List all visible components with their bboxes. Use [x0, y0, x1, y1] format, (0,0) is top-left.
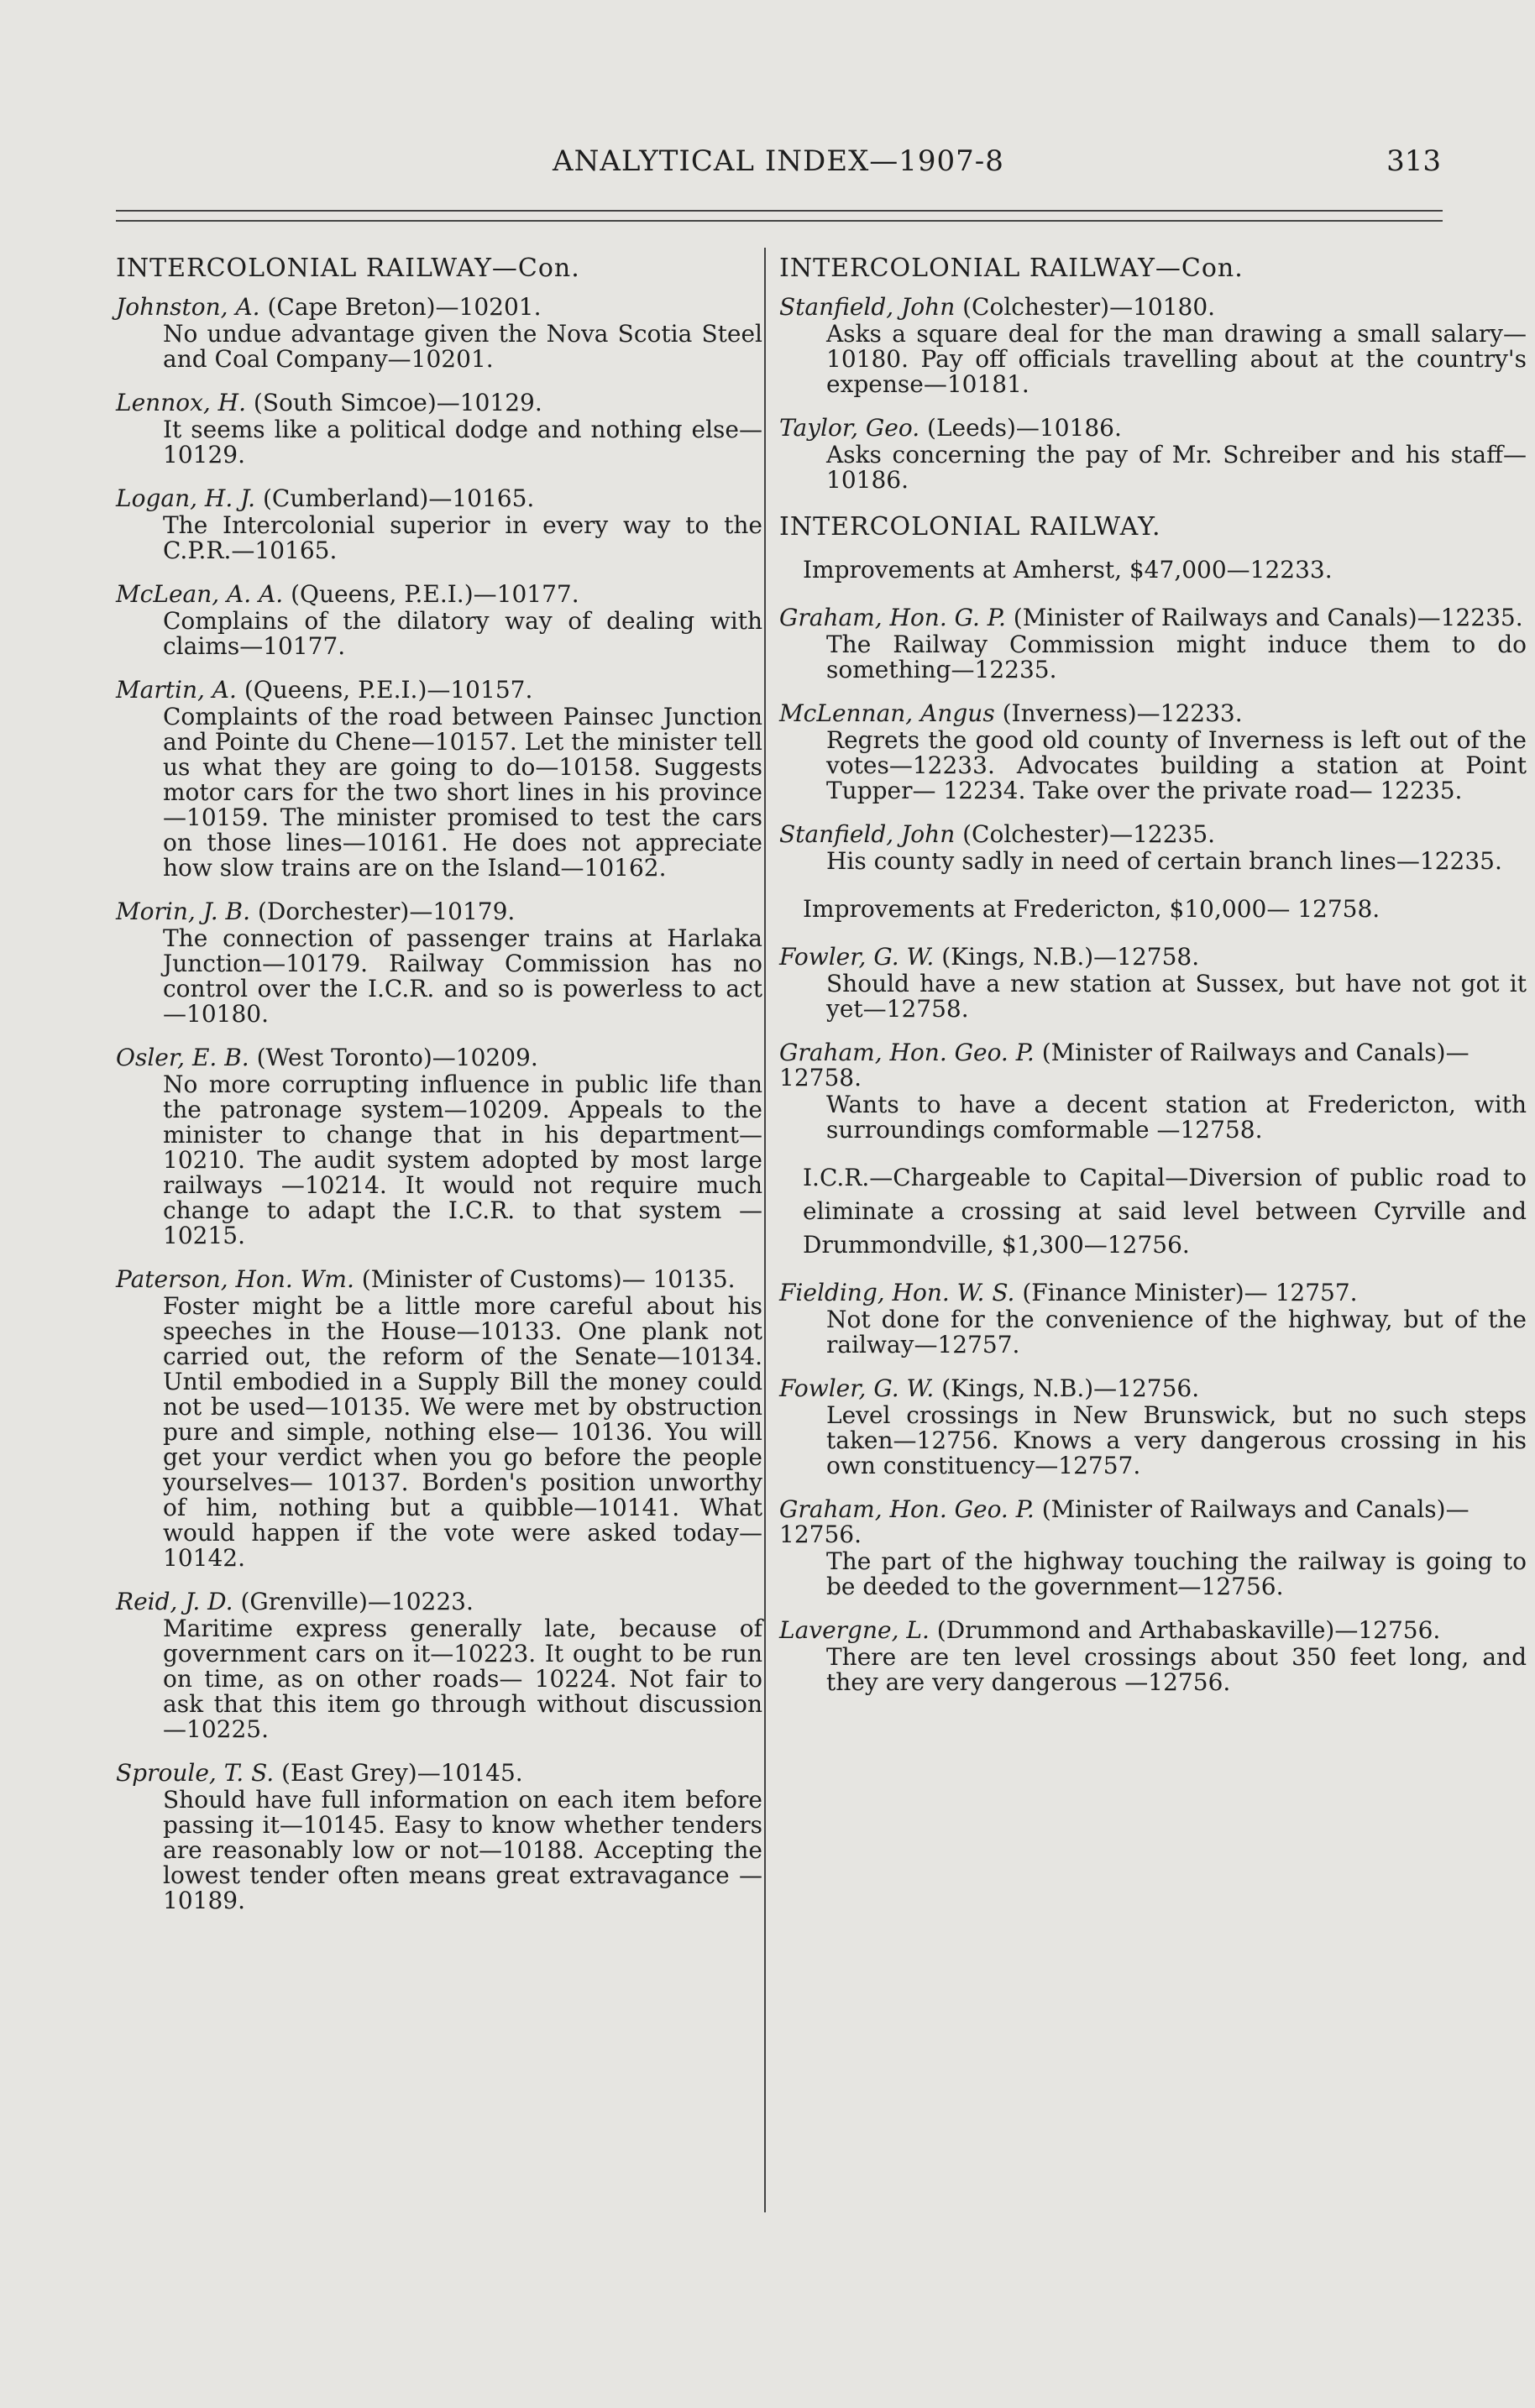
speaker-reference: (East Grey)—10145.	[274, 1759, 523, 1787]
speaker-name: Johnston, A.	[116, 293, 260, 321]
speaker-name: McLean, A. A.	[116, 580, 284, 608]
speaker-reference: (Minister of Railways and Canals)—12235.	[1005, 604, 1523, 631]
speaker-name: Taylor, Geo.	[779, 414, 920, 442]
entry-speaker	[779, 1497, 1527, 1547]
index-entry	[116, 390, 762, 468]
speaker-name: Sproule, T. S.	[116, 1759, 275, 1787]
speaker-name: Lennox, H.	[116, 389, 246, 416]
entry-speaker	[779, 945, 1527, 970]
page-title: ANALYTICAL INDEX—1907-8	[553, 144, 1004, 178]
speaker-name: Graham, Hon. G. P.	[779, 604, 1006, 631]
entry-summary: Complaints of the road between Painsec Junction and Pointe du Chene—10157. Let the minister tell us what they are going to do—10158. Suggests motor cars for the two short lines in his province —10159. The minister promised to test the cars on those lines—10161. He does not appreciate how slow trains are on the Island—10162.	[163, 703, 762, 882]
speaker-reference: (Leeds)—10186.	[919, 414, 1122, 442]
entry-summary: The Railway Commission might induce them to do something—12235.	[826, 631, 1527, 683]
index-entry	[779, 1280, 1527, 1358]
entry-speaker	[116, 899, 762, 924]
header-double-rule	[116, 210, 1443, 222]
speaker-reference: (Kings, N.B.)—12758.	[934, 943, 1200, 971]
vote-item-fredericton: Improvements at Fredericton, $10,000— 12758.	[803, 895, 1380, 923]
entry-speaker	[116, 582, 762, 607]
speaker-name: Stanfield, John	[779, 293, 956, 321]
entry-summary: There are ten level crossings about 350 feet long, and they are very dangerous —12756.	[826, 1643, 1527, 1696]
entry-speaker	[779, 1040, 1527, 1091]
entry-speaker	[779, 1618, 1527, 1643]
speaker-name: Fielding, Hon. W. S.	[779, 1279, 1015, 1306]
speaker-name: Fowler, G. W.	[779, 1374, 935, 1402]
entry-summary: It seems like a political dodge and nothing else—10129.	[163, 416, 762, 469]
entry-speaker	[116, 390, 762, 416]
speaker-reference: (West Toronto)—10209.	[249, 1044, 538, 1071]
index-entry	[779, 1376, 1527, 1479]
entry-summary: Should have full information on each item before passing it—10145. Easy to know whether tenders are reasonably low or not—10188. Accepting the lowest tender often means great extravagance —10189.	[163, 1786, 762, 1914]
index-entry	[116, 899, 762, 1027]
speaker-reference: (Minister of Customs)— 10135.	[354, 1265, 736, 1293]
speaker-reference: (Inverness)—12233.	[994, 699, 1243, 727]
speaker-name: McLennan, Angus	[779, 699, 995, 727]
entry-summary: The part of the highway touching the railway is going to be deeded to the government—12756.	[826, 1547, 1527, 1600]
section-heading-continued: INTERCOLONIAL RAILWAY—Con.	[779, 254, 1244, 283]
speaker-reference: (Queens, P.E.I.)—10177.	[283, 580, 579, 608]
entry-summary: Asks a square deal for the man drawing a small salary—10180. Pay off officials travelling about at the country's expense—10181.	[826, 320, 1527, 398]
entry-speaker	[116, 295, 762, 320]
speaker-reference: (Kings, N.B.)—12756.	[934, 1374, 1200, 1402]
speaker-name: Fowler, G. W.	[779, 943, 935, 971]
entry-summary: Regrets the good old county of Inverness is left out of the votes—12233. Advocates building a station at Point Tupper— 12234. Take over the private road— 12235.	[826, 726, 1527, 804]
entry-speaker	[116, 1045, 762, 1071]
index-entry	[116, 1761, 762, 1913]
entry-speaker	[116, 1267, 762, 1292]
entry-summary: No undue advantage given the Nova Scotia Steel and Coal Company—10201.	[163, 320, 762, 373]
entry-speaker	[779, 295, 1527, 320]
speaker-name: Lavergne, L.	[779, 1616, 930, 1644]
speaker-reference: (Cape Breton)—10201.	[259, 293, 542, 321]
running-head	[116, 144, 1441, 186]
index-entry	[779, 416, 1527, 493]
index-entry	[116, 582, 762, 659]
speaker-reference: (Grenville)—10223.	[233, 1588, 474, 1615]
index-entry	[779, 945, 1527, 1022]
entry-summary: Not done for the convenience of the highway, but of the railway—12757.	[826, 1306, 1527, 1358]
speaker-reference: (Colchester)—12235.	[955, 820, 1216, 848]
speaker-reference: (Drummond and Arthabaskaville)—12756.	[929, 1616, 1441, 1644]
speaker-reference: (Dorchester)—10179.	[250, 898, 516, 925]
index-entry	[116, 486, 762, 563]
section-heading: INTERCOLONIAL RAILWAY—Con.	[116, 254, 580, 283]
index-entry	[779, 701, 1527, 804]
index-entry	[779, 822, 1527, 874]
right-entries-crossing	[779, 1280, 1527, 1695]
entry-summary: The Intercolonial superior in every way to the C.P.R.—10165.	[163, 511, 762, 564]
entry-summary: The connection of passenger trains at Harlaka Junction—10179. Railway Commission has no control over the I.C.R. and so is powerless to act—10180.	[163, 924, 762, 1028]
index-entry	[116, 1589, 762, 1742]
column-divider	[764, 248, 766, 2212]
speaker-reference: (Colchester)—10180.	[955, 293, 1216, 321]
entry-summary: No more corrupting influence in public life than the patronage system—10209. Appeals to the minister to change that in his department—10210. The audit system adopted by most large railways —10214. It would not require much change to adapt the I.C.R. to that system —10215.	[163, 1071, 762, 1249]
speaker-reference: (Minister of Railways and Canals)—12758.	[779, 1039, 1470, 1091]
entry-summary: Maritime express generally late, because of government cars on it—10223. It ought to be run on time, as on other roads— 10224. Not fair to ask that this item go through without discussion—10225.	[163, 1615, 762, 1743]
entry-speaker	[116, 1761, 762, 1786]
index-entry	[779, 295, 1527, 397]
entry-summary: Foster might be a little more careful about his speeches in the House—10133. One plank not carried out, the reform of the Senate—10134. Until embodied in a Supply Bill the money could not be used—10135. We were met by obstruction pure and simple, nothing else— 10136. You will get your verdict when you go before the people yourselves— 10137. Borden's position unworthy of him, nothing but a quibble—10141. What would happen if the vote were asked today—10142.	[163, 1292, 762, 1572]
right-entries-amherst	[779, 605, 1527, 874]
speaker-name: Morin, J. B.	[116, 898, 251, 925]
entry-summary: Level crossings in New Brunswick, but no such steps taken—12756. Knows a very dangerous crossing in his own constituency—12757.	[826, 1401, 1527, 1479]
speaker-name: Graham, Hon. Geo. P.	[779, 1039, 1035, 1066]
speaker-name: Graham, Hon. Geo. P.	[779, 1495, 1035, 1523]
speaker-name: Stanfield, John	[779, 820, 956, 848]
speaker-reference: (Minister of Railways and Canals)—12756.	[779, 1495, 1470, 1548]
index-entry	[779, 605, 1527, 683]
index-entry	[116, 295, 762, 372]
entry-speaker	[116, 678, 762, 703]
entry-summary: His county sadly in need of certain branch lines—12235.	[826, 847, 1502, 875]
left-entries	[116, 295, 762, 1913]
right-entries-fredericton	[779, 945, 1527, 1143]
right-entries-continued	[779, 295, 1527, 493]
two-column-body	[116, 248, 1527, 2274]
speaker-reference: (Queens, P.E.I.)—10157.	[236, 676, 533, 704]
entry-speaker	[779, 416, 1527, 441]
speaker-name: Logan, H. J.	[116, 484, 256, 512]
right-column	[779, 248, 1527, 1714]
left-column	[116, 248, 762, 1932]
speaker-reference: (Cumberland)—10165.	[255, 484, 535, 512]
entry-summary: Complains of the dilatory way of dealing with claims—10177.	[163, 607, 762, 660]
entry-speaker	[779, 605, 1527, 631]
section-heading-new: INTERCOLONIAL RAILWAY.	[779, 512, 1161, 542]
vote-item-amherst: Improvements at Amherst, $47,000—12233.	[803, 556, 1333, 584]
index-entry	[779, 1618, 1527, 1695]
vote-item-crossing: I.C.R.—Chargeable to Capital—Diversion of public road to eliminate a crossing at said level between Cyrville and Drummondville, $1,300—12756.	[803, 1164, 1527, 1259]
entry-speaker	[779, 1376, 1527, 1401]
speaker-reference: (South Simcoe)—10129.	[246, 389, 542, 416]
index-entry	[779, 1040, 1527, 1143]
entry-speaker	[779, 701, 1527, 726]
speaker-reference: (Finance Minister)— 12757.	[1014, 1279, 1358, 1306]
page-number: 313	[1386, 144, 1441, 178]
speaker-name: Reid, J. D.	[116, 1588, 233, 1615]
entry-summary: Should have a new station at Sussex, but have not got it yet—12758.	[826, 970, 1527, 1023]
index-entry	[116, 678, 762, 881]
entry-speaker	[116, 1589, 762, 1615]
entry-speaker	[779, 822, 1527, 847]
index-entry	[116, 1045, 762, 1248]
speaker-name: Martin, A.	[116, 676, 237, 704]
index-entry	[116, 1267, 762, 1571]
index-entry	[779, 1497, 1527, 1599]
entry-summary: Asks concerning the pay of Mr. Schreiber and his staff—10186.	[826, 441, 1527, 494]
entry-speaker	[779, 1280, 1527, 1306]
entry-speaker	[116, 486, 762, 511]
speaker-name: Osler, E. B.	[116, 1044, 249, 1071]
speaker-name: Paterson, Hon. Wm.	[116, 1265, 354, 1293]
entry-summary: Wants to have a decent station at Fredericton, with surroundings comformable —12758.	[826, 1091, 1527, 1144]
